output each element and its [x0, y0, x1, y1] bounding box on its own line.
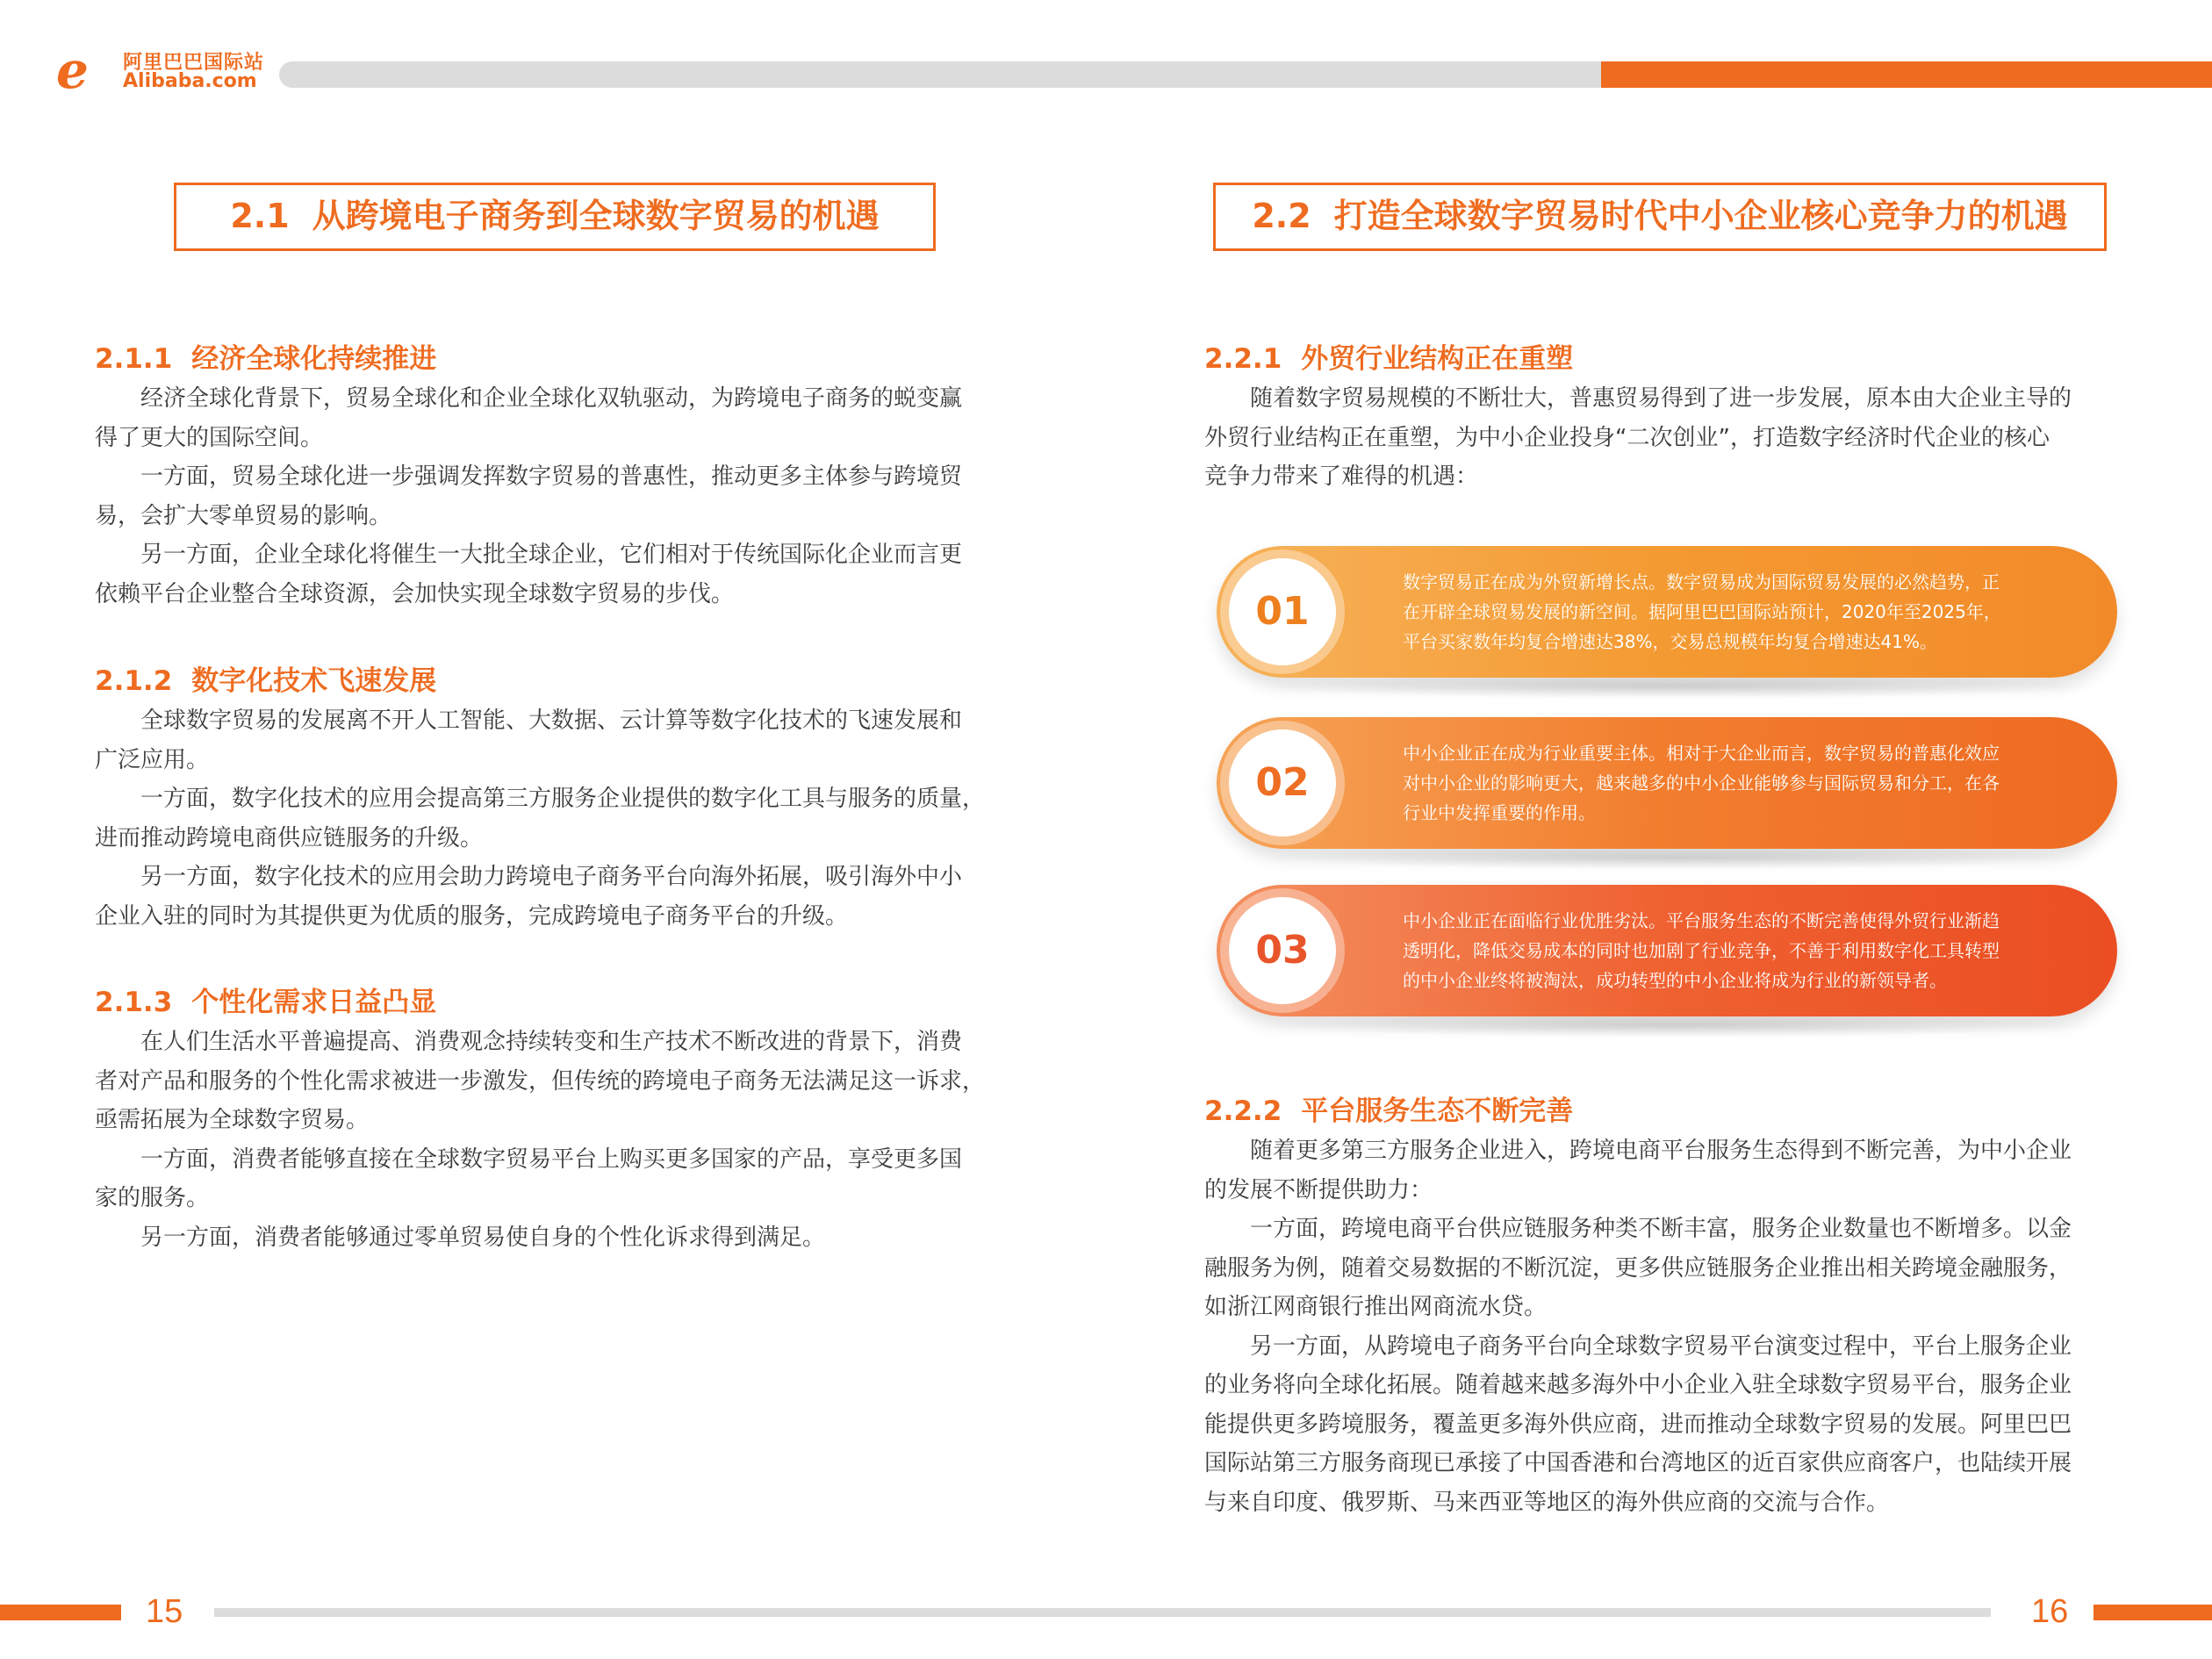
subsection-number: 2.1.1 [95, 343, 173, 375]
subsection-2-2-1-body [1204, 379, 2135, 497]
callout-card-03 [1217, 885, 2117, 1016]
alibaba-logo [56, 40, 267, 100]
section-2-1-header [174, 183, 936, 251]
body-line: 的发展不断提供助力： [1204, 1176, 1433, 1203]
page-number-left: 15 [146, 1593, 183, 1630]
card-text [1403, 717, 2070, 849]
card-number-badge: 01 [1229, 558, 1336, 665]
body-line: 随着更多第三方服务企业进入，跨境电商平台服务生态得到不断完善，为中小企业 [1204, 1138, 2072, 1164]
subsection-title-text: 个性化需求日益凸显 [191, 987, 437, 1018]
subsection-title-text: 外贸行业结构正在重塑 [1301, 343, 1574, 375]
subsection-2-2-1-title [1204, 336, 1573, 376]
card-text-line: 行业中发挥重要的作用。 [1403, 802, 1596, 823]
card-text-line: 在开辟全球贸易发展的新空间。据阿里巴巴国际站预计，2020年至2025年， [1403, 601, 2001, 622]
page-number-right: 16 [2031, 1593, 2069, 1630]
subsection-title-text: 数字化技术飞速发展 [191, 665, 437, 697]
body-line: 亟需拓展为全球数字贸易。 [95, 1107, 370, 1133]
body-line: 另一方面，企业全球化将催生一大批全球企业，它们相对于传统国际化企业而言更 [95, 542, 963, 568]
card-shadow [1252, 1013, 2100, 1038]
body-line: 如浙江网商银行推出网商流水贷。 [1204, 1294, 1548, 1320]
body-line: 外贸行业结构正在重塑，为中小企业投身“二次创业”，打造数字经济时代企业的核心 [1204, 424, 2050, 451]
subsection-2-1-3-title [95, 980, 436, 1019]
body-line: 得了更大的国际空间。 [95, 424, 324, 451]
alibaba-e-icon: e [56, 40, 89, 100]
subsection-2-1-2-title [95, 658, 436, 698]
card-text-line: 数字贸易正在成为外贸新增长点。数字贸易成为国际贸易发展的必然趋势，正 [1403, 571, 2000, 592]
card-text-line: 中小企业正在面临行业优胜劣汰。平台服务生态的不断完善使得外贸行业渐趋 [1403, 910, 2000, 931]
body-line: 国际站第三方服务商现已承接了中国香港和台湾地区的近百家供应商客户，也陆续开展 [1204, 1450, 2072, 1476]
card-shadow [1252, 845, 2100, 870]
body-line: 广泛应用。 [95, 746, 210, 773]
subsection-number: 2.2.1 [1204, 343, 1282, 375]
subsection-number: 2.1.2 [95, 665, 173, 697]
subsection-title-text: 经济全球化持续推进 [191, 343, 437, 375]
body-line: 融服务为例，随着交易数据的不断沉淀，更多供应链服务企业推出相关跨境金融服务， [1204, 1254, 2072, 1282]
body-line: 竞争力带来了难得的机遇： [1204, 463, 1479, 490]
body-line: 一方面，数字化技术的应用会提高第三方服务企业提供的数字化工具与服务的质量， [95, 786, 986, 812]
body-line: 另一方面，数字化技术的应用会助力跨境电子商务平台向海外拓展，吸引海外中小 [95, 864, 963, 890]
body-line: 一方面，消费者能够直接在全球数字贸易平台上购买更多国家的产品，享受更多国 [95, 1146, 963, 1173]
footer-grey-bar [214, 1608, 1991, 1617]
footer-right-orange-bar [2094, 1605, 2212, 1620]
logo-chinese-text: 阿里巴巴国际站 [123, 52, 265, 74]
card-text-line: 透明化，降低交易成本的同时也加剧了行业竞争，不善于利用数字化工具转型 [1403, 940, 2000, 961]
subsection-number: 2.1.3 [95, 987, 173, 1018]
body-line: 易，会扩大零单贸易的影响。 [95, 502, 392, 529]
body-line: 能提供更多跨境服务，覆盖更多海外供应商，进而推动全球数字贸易的发展。阿里巴巴 [1204, 1411, 2072, 1438]
card-text [1403, 546, 2070, 678]
body-line: 家的服务。 [95, 1185, 210, 1211]
body-line: 进而推动跨境电商供应链服务的升级。 [95, 824, 484, 851]
callout-card-02 [1217, 717, 2117, 849]
body-line: 另一方面，从跨境电子商务平台向全球数字贸易平台演变过程中，平台上服务企业 [1204, 1332, 2072, 1360]
subsection-title-text: 平台服务生态不断完善 [1301, 1095, 1574, 1127]
subsection-2-1-1-body [95, 379, 1025, 614]
card-text-line: 平台买家数年均复合增速达38%，交易总规模年均复合增速达41%。 [1403, 631, 1937, 652]
footer-left-orange-bar [0, 1605, 121, 1620]
card-text-line: 中小企业正在成为行业重要主体。相对于大企业而言，数字贸易的普惠化效应 [1403, 743, 2000, 764]
body-line: 全球数字贸易的发展离不开人工智能、大数据、云计算等数字化技术的飞速发展和 [95, 707, 963, 734]
section-number: 2.1 [230, 197, 290, 235]
body-line: 与来自印度、俄罗斯、马来西亚等地区的海外供应商的交流与合作。 [1204, 1489, 1890, 1516]
card-text [1403, 885, 2070, 1016]
body-line: 经济全球化背景下，贸易全球化和企业全球化双轨驱动，为跨境电子商务的蜕变赢 [95, 385, 963, 412]
subsection-2-1-3-body [95, 1023, 1025, 1257]
body-line: 依赖平台企业整合全球资源，会加快实现全球数字贸易的步伐。 [95, 580, 735, 607]
subsection-2-2-2-body [1204, 1131, 2135, 1522]
header-orange-bar [1601, 61, 2212, 88]
subsection-2-1-1-title [95, 336, 436, 376]
body-line: 随着数字贸易规模的不断壮大，普惠贸易得到了进一步发展，原本由大企业主导的 [1204, 385, 2072, 412]
body-line: 者对产品和服务的个性化需求被进一步激发，但传统的跨境电子商务无法满足这一诉求， [95, 1067, 986, 1095]
header-grey-bar [279, 61, 1605, 88]
logo-english-text: Alibaba.com [123, 70, 257, 92]
card-text-line: 的中小企业终将被淘汰，成功转型的中小企业将成为行业的新领导者。 [1403, 970, 1947, 991]
card-shadow [1252, 674, 2100, 699]
section-title: 打造全球数字贸易时代中小企业核心竞争力的机遇 [1333, 197, 2068, 235]
subsection-2-1-2-body [95, 701, 1025, 936]
body-line: 的业务将向全球化拓展。随着越来越多海外中小企业入驻全球数字贸易平台，服务企业 [1204, 1372, 2072, 1398]
body-line: 一方面，跨境电商平台供应链服务种类不断丰富，服务企业数量也不断增多。以金 [1204, 1216, 2072, 1242]
card-number-badge: 03 [1229, 897, 1336, 1004]
section-2-2-header [1213, 183, 2107, 251]
callout-card-01 [1217, 546, 2117, 678]
card-number-badge: 02 [1229, 729, 1336, 837]
body-line: 另一方面，消费者能够通过零单贸易使自身的个性化诉求得到满足。 [95, 1224, 826, 1251]
body-line: 企业入驻的同时为其提供更为优质的服务，完成跨境电子商务平台的升级。 [95, 902, 849, 930]
body-line: 一方面，贸易全球化进一步强调发挥数字贸易的普惠性，推动更多主体参与跨境贸 [95, 463, 963, 490]
subsection-2-2-2-title [1204, 1088, 1573, 1128]
body-line: 在人们生活水平普遍提高、消费观念持续转变和生产技术不断改进的背景下，消费 [95, 1029, 963, 1055]
section-number: 2.2 [1252, 197, 1311, 235]
subsection-number: 2.2.2 [1204, 1095, 1282, 1127]
card-text-line: 对中小企业的影响更大，越来越多的中小企业能够参与国际贸易和分工，在各 [1403, 772, 2000, 794]
section-title: 从跨境电子商务到全球数字贸易的机遇 [312, 197, 880, 235]
